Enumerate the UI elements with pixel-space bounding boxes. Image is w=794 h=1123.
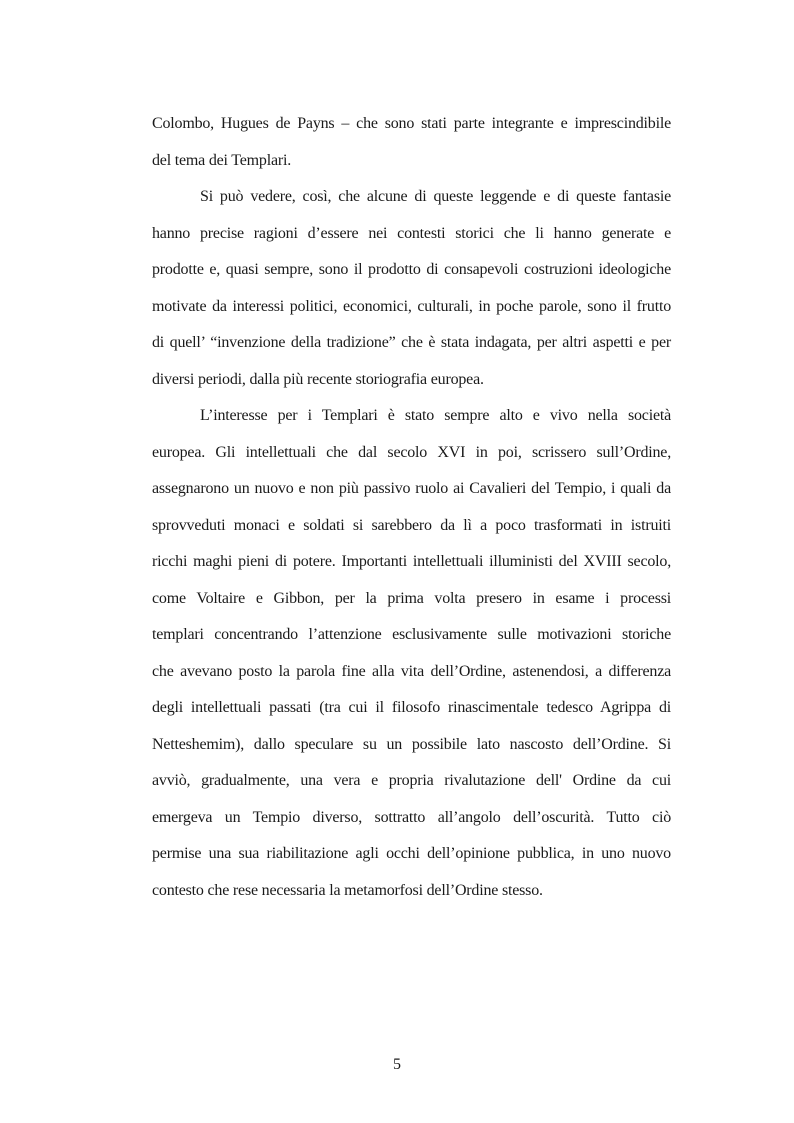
text-line: europea. Gli intellettuali che dal secolo XVI in poi, scrissero sull’Ordine, <box>152 443 671 461</box>
text-line: hanno precise ragioni d’essere nei contesti storici che li hanno generate e <box>152 224 671 242</box>
text-line: prodotte e, quasi sempre, sono il prodotto di consapevoli costruzioni ideologiche <box>152 261 671 278</box>
paragraph-2 <box>152 179 671 398</box>
text-line: avviò, gradualmente, una vera e propria rivalutazione dell' Ordine da cui <box>152 772 671 789</box>
page-number: 5 <box>393 1056 401 1073</box>
paragraph-3 <box>152 398 671 909</box>
text-line: contesto che rese necessaria la metamorfosi dell’Ordine stesso. <box>152 881 543 899</box>
text-line: Si può vedere, così, che alcune di queste leggende e di queste fantasie <box>200 188 671 205</box>
text-line: assegnarono un nuovo e non più passivo ruolo ai Cavalieri del Tempio, i quali da <box>152 480 671 497</box>
text-line: emergeva un Tempio diverso, sottratto all’angolo dell’oscurità. Tutto ciò <box>152 808 671 826</box>
document-body <box>152 106 671 909</box>
text-line: diversi periodi, dalla più recente storiografia europea. <box>152 370 484 388</box>
text-line: di quell’ “invenzione della tradizione” che è stata indagata, per altri aspetti e per <box>152 334 671 351</box>
text-line: templari concentrando l’attenzione esclusivamente sulle motivazioni storiche <box>152 626 671 643</box>
text-line: Netteshemim), dallo speculare su un possibile lato nascosto dell’Ordine. Si <box>152 735 671 753</box>
paragraph-1 <box>152 106 671 179</box>
text-line: come Voltaire e Gibbon, per la prima volta presero in esame i processi <box>152 589 671 607</box>
text-line: permise una sua riabilitazione agli occhi dell’opinione pubblica, in uno nuovo <box>152 845 671 862</box>
text-line: del tema dei Templari. <box>152 151 292 169</box>
text-line: Colombo, Hugues de Payns – che sono stati parte integrante e imprescindibile <box>152 115 671 132</box>
text-line: sprovveduti monaci e soldati si sarebbero da lì a poco trasformati in istruiti <box>152 516 671 534</box>
text-line: ricchi maghi pieni di potere. Importanti intellettuali illuministi del XVIII secolo, <box>152 553 671 570</box>
text-line: L’interesse per i Templari è stato sempre alto e vivo nella società <box>200 407 671 424</box>
text-line: motivate da interessi politici, economici, culturali, in poche parole, sono il frutto <box>152 297 671 315</box>
text-line: degli intellettuali passati (tra cui il filosofo rinascimentale tedesco Agrippa di <box>152 699 671 716</box>
text-line: che avevano posto la parola fine alla vita dell’Ordine, astenendosi, a differenza <box>152 662 671 680</box>
